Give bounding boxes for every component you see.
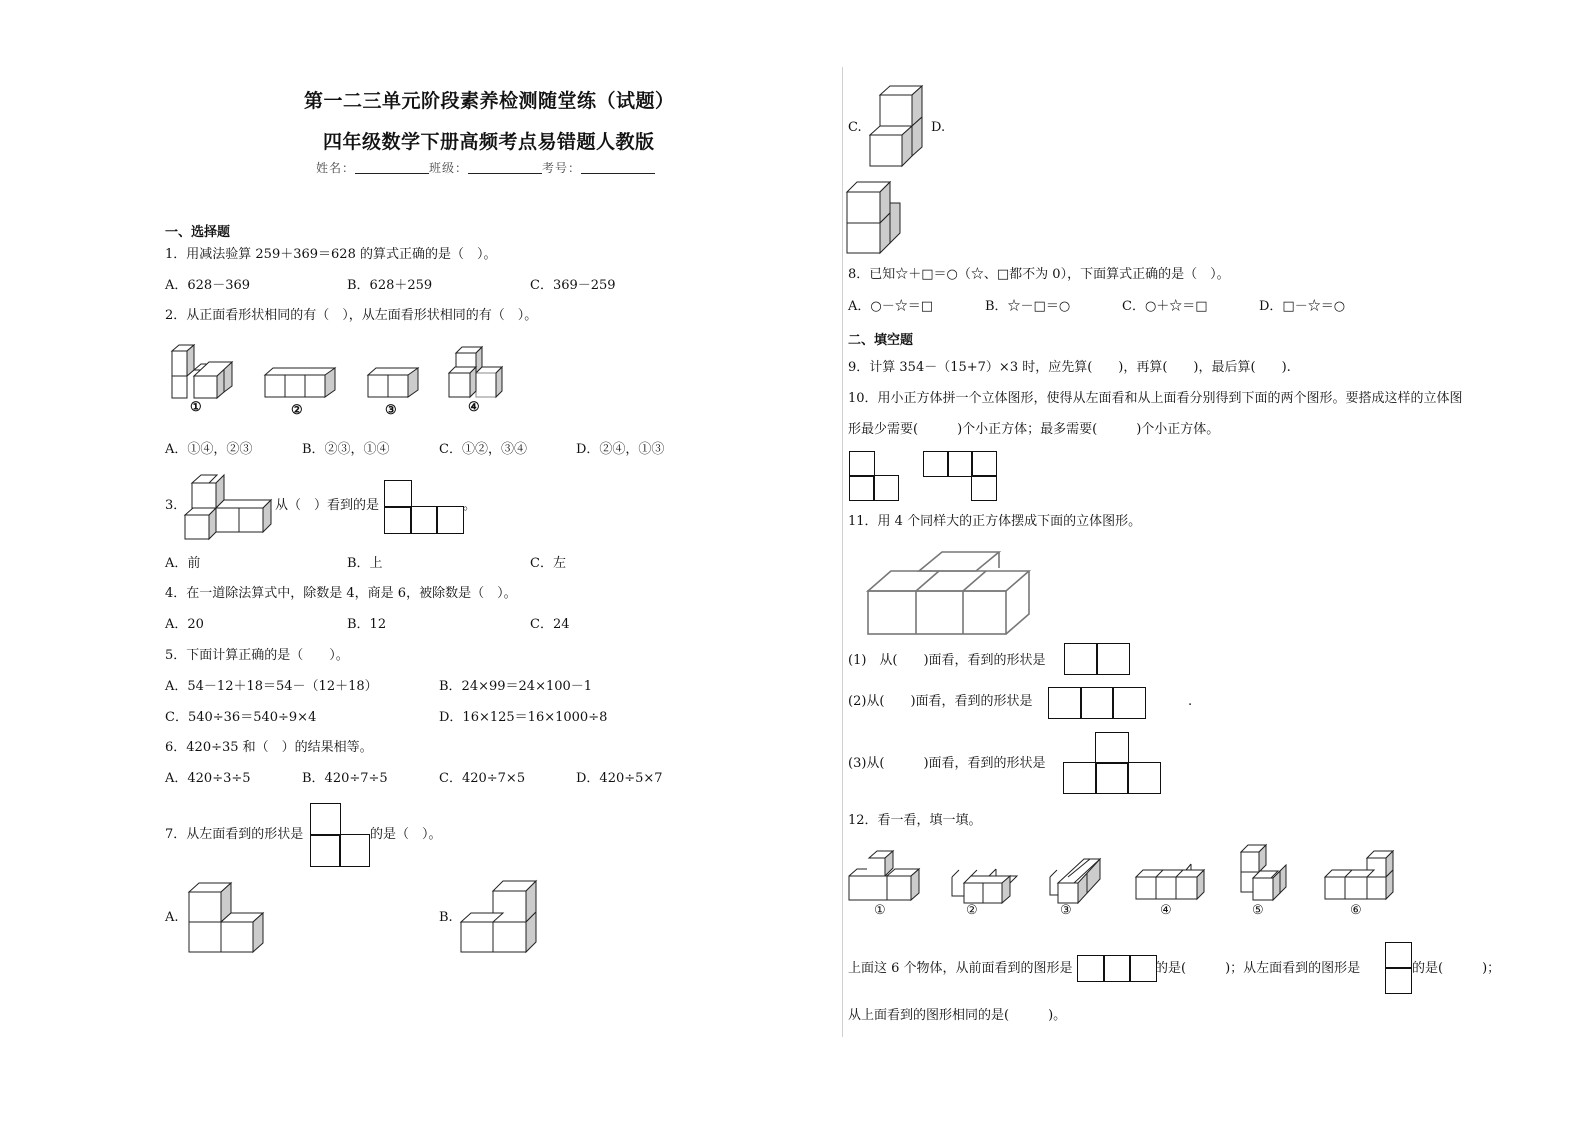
q2-option-c[interactable]: C．①②，③④ xyxy=(439,442,527,457)
question-8: 8．已知☆＋□＝○（☆、□都不为 0），下面算式正确的是（ ）。 xyxy=(848,267,1230,282)
q2-figure-label-2: ② xyxy=(291,403,303,418)
q12-left-view-shape xyxy=(1386,943,1411,993)
q4-option-c[interactable]: C．24 xyxy=(530,617,570,632)
q2-figure-1-cubes xyxy=(165,345,245,400)
q12-question-part-a: 上面这 6 个物体，从前面看到的图形是 xyxy=(848,961,1073,976)
q2-figure-4-cubes xyxy=(447,345,512,400)
q10-top-view xyxy=(924,452,996,500)
q12-question-part-c: 的是( )； xyxy=(1412,961,1501,976)
q12-question-part-b: 的是( )；从左面看到的图形是 xyxy=(1155,961,1361,976)
q2-option-d[interactable]: D．②④，①③ xyxy=(576,442,665,457)
q12-figure-label-5: ⑤ xyxy=(1252,903,1264,918)
q12-figure-label-1: ① xyxy=(874,903,886,918)
q2-option-b[interactable]: B．②③，①④ xyxy=(302,442,390,457)
page-subtitle: 四年级数学下册高频考点易错题人教版 xyxy=(323,131,655,153)
question-5: 5．下面计算正确的是（ ）。 xyxy=(165,648,349,663)
q11-part-2-end: . xyxy=(1188,694,1193,709)
q11-part-1-shape xyxy=(1065,644,1129,674)
q7-option-c[interactable]: C. xyxy=(848,120,862,135)
question-3-text: 从（ ）看到的是 xyxy=(275,498,380,513)
page-title: 第一二三单元阶段素养检测随堂练（试题） xyxy=(304,90,675,112)
q7-option-b[interactable]: B. xyxy=(439,910,453,925)
q7-option-d[interactable]: D. xyxy=(931,120,946,135)
q1-option-c[interactable]: C．369－259 xyxy=(530,278,616,293)
q12-front-view-shape xyxy=(1078,956,1156,981)
q2-figure-label-4: ④ xyxy=(468,400,480,415)
q7-option-b-cubes xyxy=(461,880,539,954)
q11-part-2-shape xyxy=(1049,688,1145,718)
q11-part-2: (2)从( )面看，看到的形状是 xyxy=(848,694,1033,709)
q12-figure-label-2: ② xyxy=(966,903,978,918)
question-1: 1．用减法验算 259＋369＝628 的算式正确的是（ ）。 xyxy=(165,247,497,262)
q6-option-d[interactable]: D．420÷5×7 xyxy=(576,771,663,786)
question-10-line2: 形最少需要( )个小正方体；最多需要( )个小正方体。 xyxy=(848,422,1220,437)
q3-view-shape xyxy=(385,481,463,533)
q7-option-c-cubes xyxy=(870,85,926,167)
class-label: 班级： xyxy=(429,161,469,175)
q12-question-line2: 从上面看到的图形相同的是( )。 xyxy=(848,1008,1067,1023)
q7-option-a-cubes xyxy=(189,882,265,954)
question-12: 12．看一看，填一填。 xyxy=(848,813,982,828)
q11-cube-figure xyxy=(866,556,1032,636)
q12-figure-label-6: ⑥ xyxy=(1350,903,1362,918)
q7-left-view-shape xyxy=(311,804,369,866)
question-11: 11．用 4 个同样大的正方体摆成下面的立体图形。 xyxy=(848,514,1142,529)
q11-part-3: (3)从( )面看，看到的形状是 xyxy=(848,756,1046,771)
question-7-text: 7．从左面看到的形状是 xyxy=(165,827,304,842)
class-blank[interactable] xyxy=(468,161,542,174)
q3-cube-figure xyxy=(185,474,277,540)
question-4: 4．在一道除法算式中，除数是 4，商是 6，被除数是（ ）。 xyxy=(165,586,517,601)
q2-figure-3-cubes xyxy=(366,365,426,401)
q8-option-a[interactable]: A．○－☆＝□ xyxy=(848,299,934,314)
question-9: 9．计算 354－（15+7）×3 时，应先算( )，再算( )，最后算( ). xyxy=(848,360,1291,375)
q12-figure-4 xyxy=(1134,862,1206,902)
q3-option-a[interactable]: A．前 xyxy=(165,556,201,571)
q12-figure-1 xyxy=(847,850,922,902)
q5-option-c[interactable]: C．540÷36＝540÷9×4 xyxy=(165,710,317,725)
q3-end: 。 xyxy=(463,498,477,513)
q3-option-b[interactable]: B．上 xyxy=(347,556,383,571)
name-label: 姓名： xyxy=(316,161,356,175)
exam-blank[interactable] xyxy=(581,161,655,174)
q2-figure-label-1: ① xyxy=(190,400,202,415)
q6-option-b[interactable]: B．420÷7÷5 xyxy=(302,771,388,786)
q1-option-a[interactable]: A．628－369 xyxy=(165,278,251,293)
q3-option-c[interactable]: C．左 xyxy=(530,556,566,571)
question-2: 2．从正面看形状相同的有（ ），从左面看形状相同的有（ ）。 xyxy=(165,308,538,323)
q5-option-d[interactable]: D．16×125＝16×1000÷8 xyxy=(439,710,608,725)
q12-figure-2 xyxy=(952,862,1022,902)
q8-option-c[interactable]: C．○＋☆＝□ xyxy=(1122,299,1208,314)
q4-option-a[interactable]: A．20 xyxy=(165,617,204,632)
q5-option-b[interactable]: B．24×99＝24×100－1 xyxy=(439,679,593,694)
q12-figure-6 xyxy=(1323,850,1398,902)
q6-option-a[interactable]: A．420÷3÷5 xyxy=(165,771,251,786)
question-10-line1: 10．用小正方体拼一个立体图形，使得从左面看和从上面看分别得到下面的两个图形。要搭成这样的立体图 xyxy=(848,391,1463,406)
question-3-number: 3． xyxy=(165,498,187,513)
q8-option-b[interactable]: B．☆－□＝○ xyxy=(985,299,1071,314)
q1-option-b[interactable]: B．628＋259 xyxy=(347,278,433,293)
name-blank[interactable] xyxy=(355,161,429,174)
q7-option-d-cubes xyxy=(847,181,905,255)
column-divider xyxy=(842,67,843,1037)
q10-left-view xyxy=(850,452,898,500)
q4-option-b[interactable]: B．12 xyxy=(347,617,387,632)
q12-figure-5 xyxy=(1239,843,1295,903)
q6-option-c[interactable]: C．420÷7×5 xyxy=(439,771,526,786)
q8-option-d[interactable]: D．□－☆＝○ xyxy=(1259,299,1346,314)
q2-figure-2-cubes xyxy=(263,365,343,401)
q2-option-a[interactable]: A．①④，②③ xyxy=(165,442,253,457)
q12-figure-3 xyxy=(1048,856,1106,902)
question-7-end: 的是（ ）。 xyxy=(370,827,442,842)
exam-label: 考号： xyxy=(542,161,582,175)
q11-part-3-shape xyxy=(1064,733,1160,793)
q12-figure-label-3: ③ xyxy=(1060,903,1072,918)
q2-figure-label-3: ③ xyxy=(385,403,397,418)
section-heading-choice: 一、选择题 xyxy=(165,225,231,240)
question-6: 6．420÷35 和（ ）的结果相等。 xyxy=(165,740,373,755)
q11-part-1: (1) 从( )面看，看到的形状是 xyxy=(848,653,1046,668)
q5-option-a[interactable]: A．54－12＋18＝54－（12＋18） xyxy=(165,679,378,694)
student-info-fields xyxy=(316,159,655,176)
section-heading-fill-blank: 二、填空题 xyxy=(848,333,914,348)
q7-option-a[interactable]: A. xyxy=(165,910,179,925)
q12-figure-label-4: ④ xyxy=(1160,903,1172,918)
